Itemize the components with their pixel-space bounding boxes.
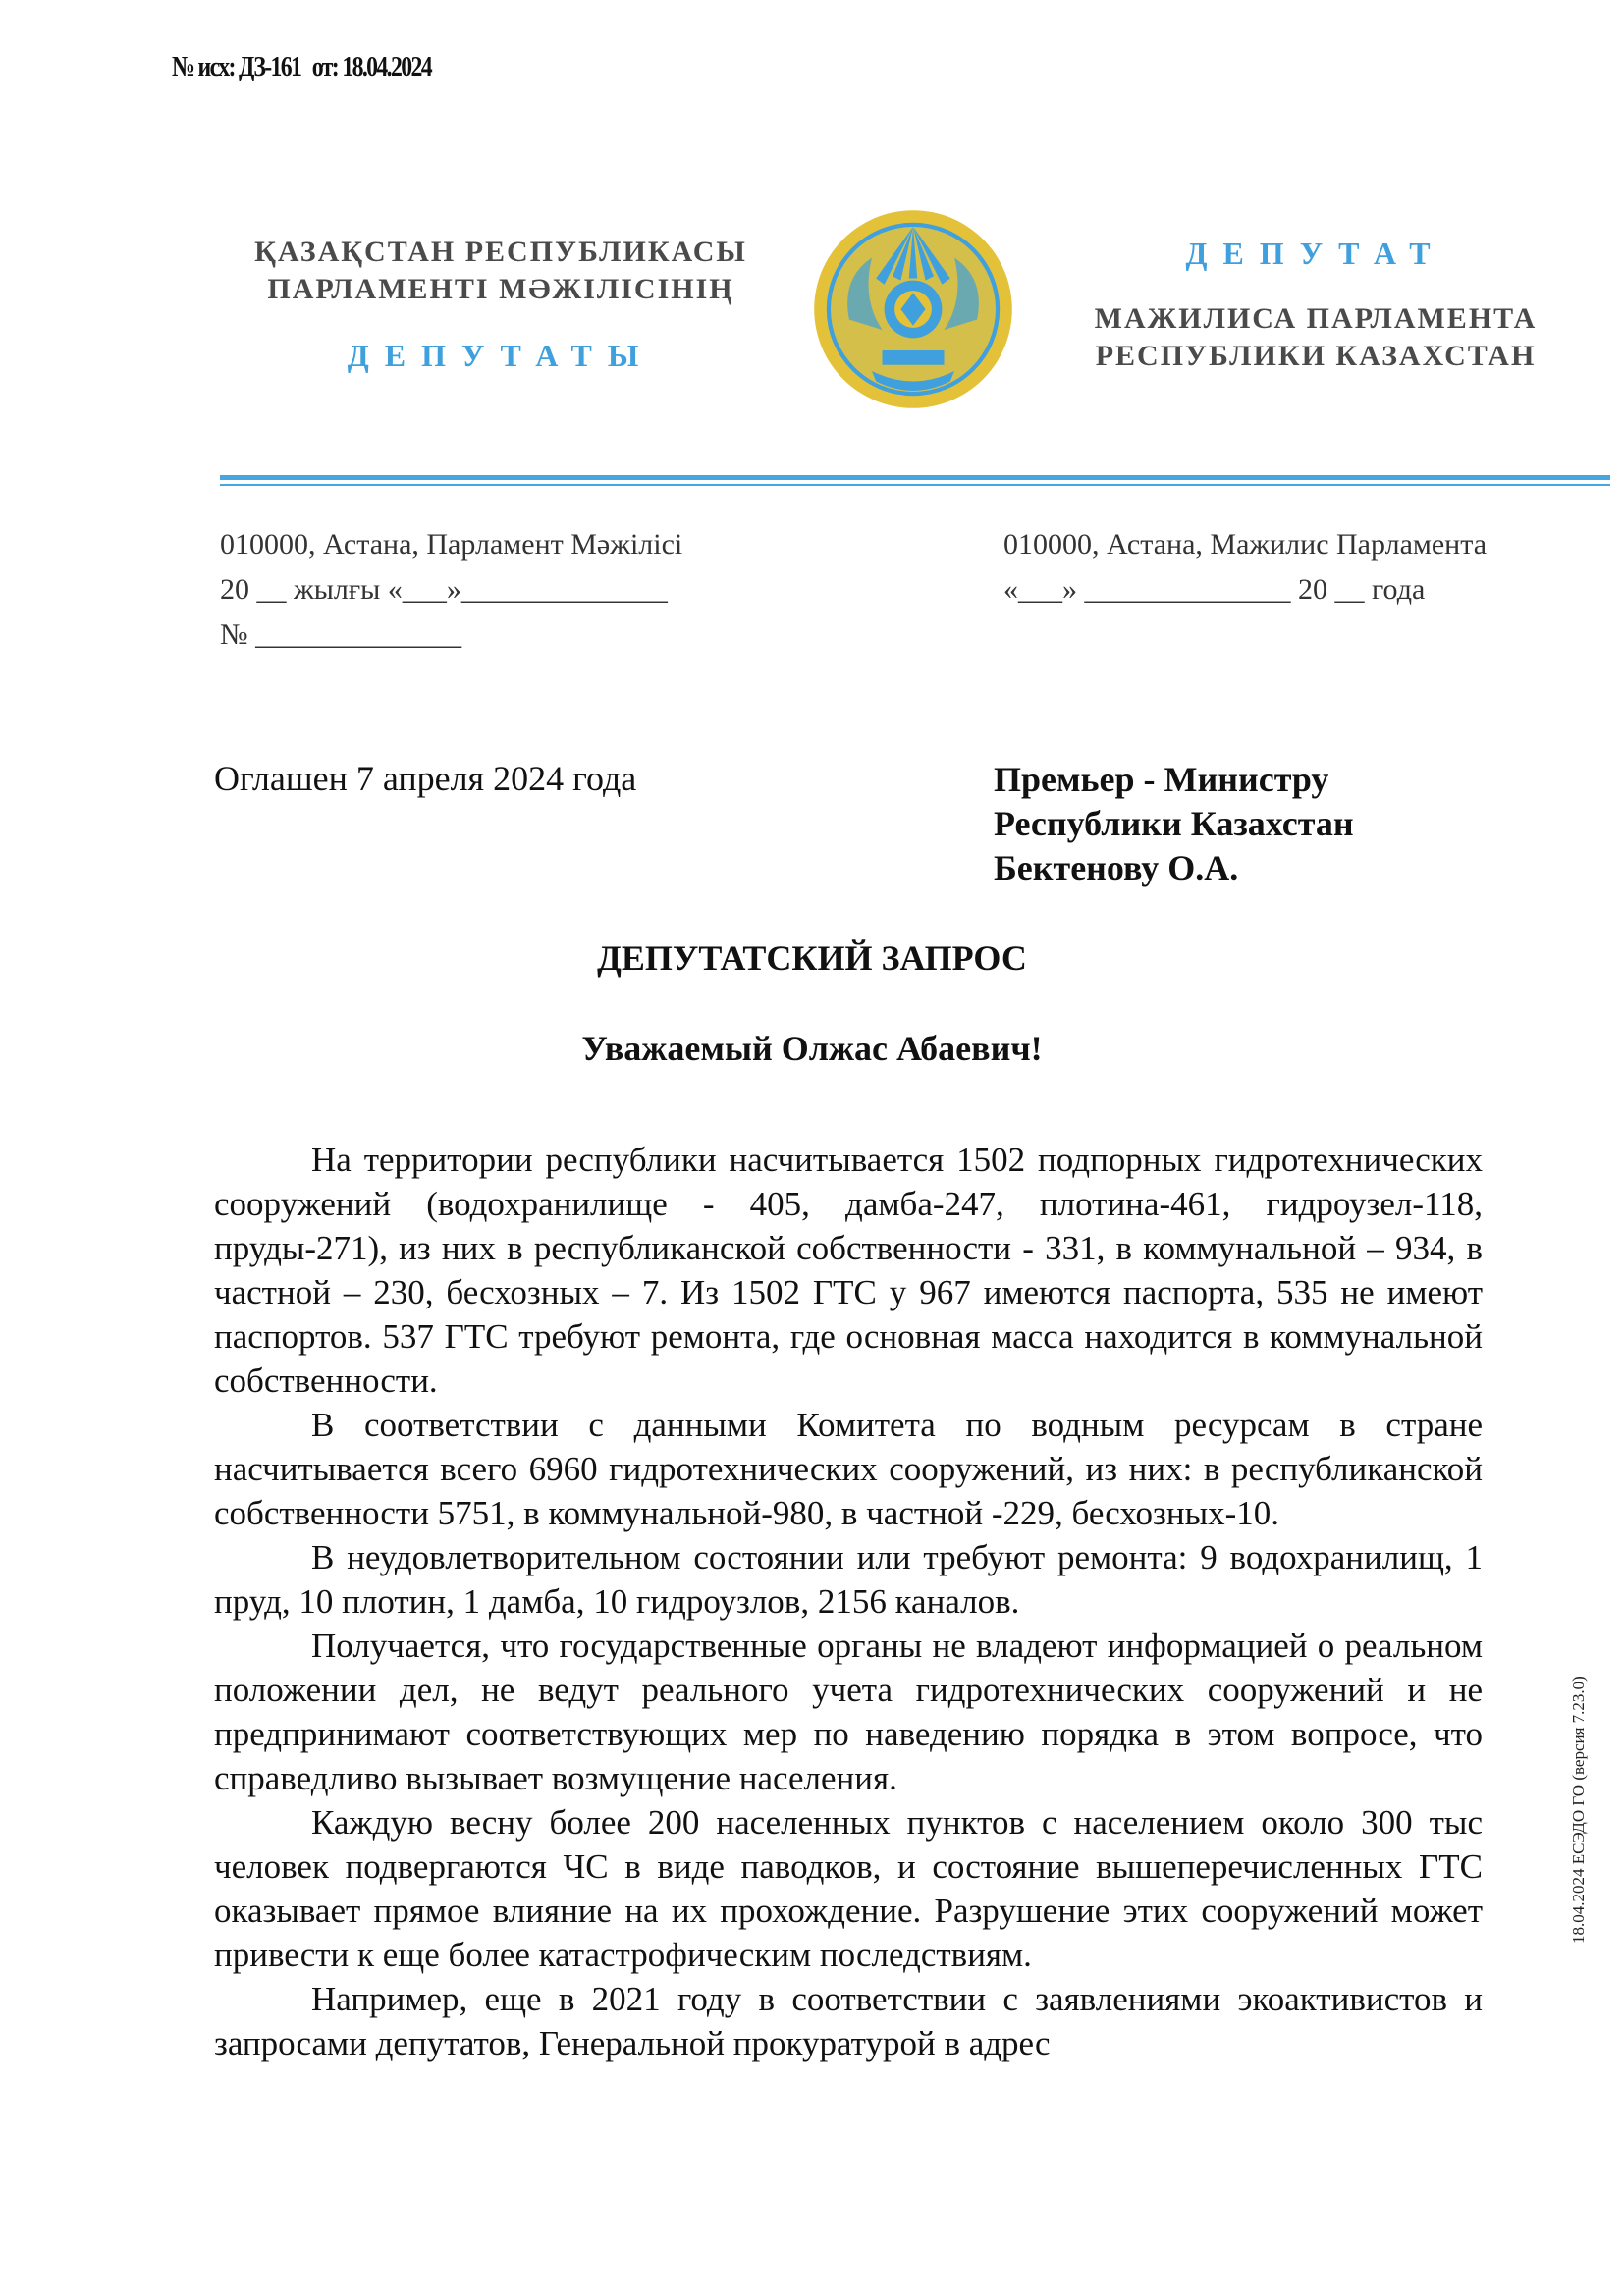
outgoing-number-value: № исх: ДЗ-161	[172, 51, 301, 82]
registration-stamp: 18.04.2024 ЕСЭДО ГО (версия 7.23.0)	[1569, 1676, 1588, 1944]
announced-date: Оглашен 7 апреля 2024 года	[214, 759, 637, 798]
body-paragraph: На территории республики насчитывается 1502 подпорных гидротехнических сооружений (водохранилище - 405, дамба-247, плотина-461, гидроузел-118, пруды-271), из них в республиканской собственности - 331, в коммунальной – 934, в частной – 230, бесхозных – 7. Из 1502 ГТС у 967 имеются паспорта, 535 не имеют паспортов. 537 ГТС требуют ремонта, где основная масса находится в коммунальной собственности.	[214, 1141, 1483, 1400]
letterhead-ru-line1: МАЖИЛИСА ПАРЛАМЕНТА	[1094, 302, 1538, 335]
outgoing-number	[172, 51, 442, 83]
greeting: Уважаемый Олжас Абаевич!	[581, 1029, 1043, 1068]
letterhead-kz-line2: ПАРЛАМЕНТІ МӘЖІЛІСІНІҢ	[267, 273, 734, 305]
letterhead-ru-line2: РЕСПУБЛИКИ КАЗАХСТАН	[1095, 340, 1537, 372]
letterhead-kz	[236, 234, 766, 375]
letterhead-ru-title: ДЕПУТАТ	[1185, 236, 1446, 271]
recipient-line: Премьер - Министру	[994, 760, 1329, 799]
body-paragraph: В неудовлетворительном состоянии или требуют ремонта: 9 водохранилищ, 1 пруд, 10 плотин, 1 дамба, 10 гидроузлов, 2156 каналов.	[214, 1538, 1483, 1621]
recipient-block	[994, 758, 1354, 890]
body-paragraph: Например, еще в 2021 году в соответствии с заявлениями экоактивистов и запросами депутатов, Генеральной прокуратурой в адрес	[214, 1980, 1483, 2062]
state-emblem-icon	[810, 206, 1016, 412]
address-ru-line: 010000, Астана, Мажилис Парламента	[1003, 528, 1488, 561]
body-paragraph: Получается, что государственные органы не владеют информацией о реальном положении дел, не ведут реального учета гидротехнических сооружений и не предпринимают соответствующих мер по наведению порядка в этом вопросе, что справедливо вызывает возмущение населения.	[214, 1627, 1483, 1797]
letterhead-rule	[220, 475, 1610, 480]
letterhead-kz-line1: ҚАЗАҚСТАН РЕСПУБЛИКАСЫ	[254, 236, 747, 268]
body-paragraph: В соответствии с данными Комитета по водным ресурсам в стране насчитывается всего 6960 гидротехнических сооружений, из них: в республиканской собственности 5751, в коммунальной-980, в частной -229, бесхозных-10.	[214, 1406, 1483, 1532]
body-paragraph: Каждую весну более 200 населенных пунктов с населением около 300 тыс человек подвергаются ЧС в виде паводков, и состояние вышеперечисленных ГТС оказывает прямое влияние на их прохождение. Разрушение этих сооружений может привести к еще более катастрофическим последствиям.	[214, 1803, 1483, 1974]
address-kz-line: 010000, Астана, Парламент Мәжілісі	[220, 528, 683, 561]
recipient-line: Республики Казахстан	[994, 804, 1354, 843]
document-title: ДЕПУТАТСКИЙ ЗАПРОС	[597, 938, 1027, 978]
document-body	[214, 1138, 1483, 2065]
recipient-line: Бектенову О.А.	[994, 848, 1239, 887]
letterhead-rule-thin	[220, 484, 1610, 486]
address-kz-line: № ______________	[220, 618, 462, 651]
letterhead-kz-title: ДЕПУТАТЫ	[347, 338, 655, 373]
address-kz	[220, 522, 682, 658]
address-ru-line: «___» ______________ 20 __ года	[1003, 573, 1426, 606]
outgoing-date: от: 18.04.2024	[311, 51, 431, 82]
address-kz-line: 20 __ жылғы «___»______________	[220, 573, 668, 606]
address-ru	[1003, 522, 1487, 613]
letterhead-ru	[1080, 234, 1551, 375]
